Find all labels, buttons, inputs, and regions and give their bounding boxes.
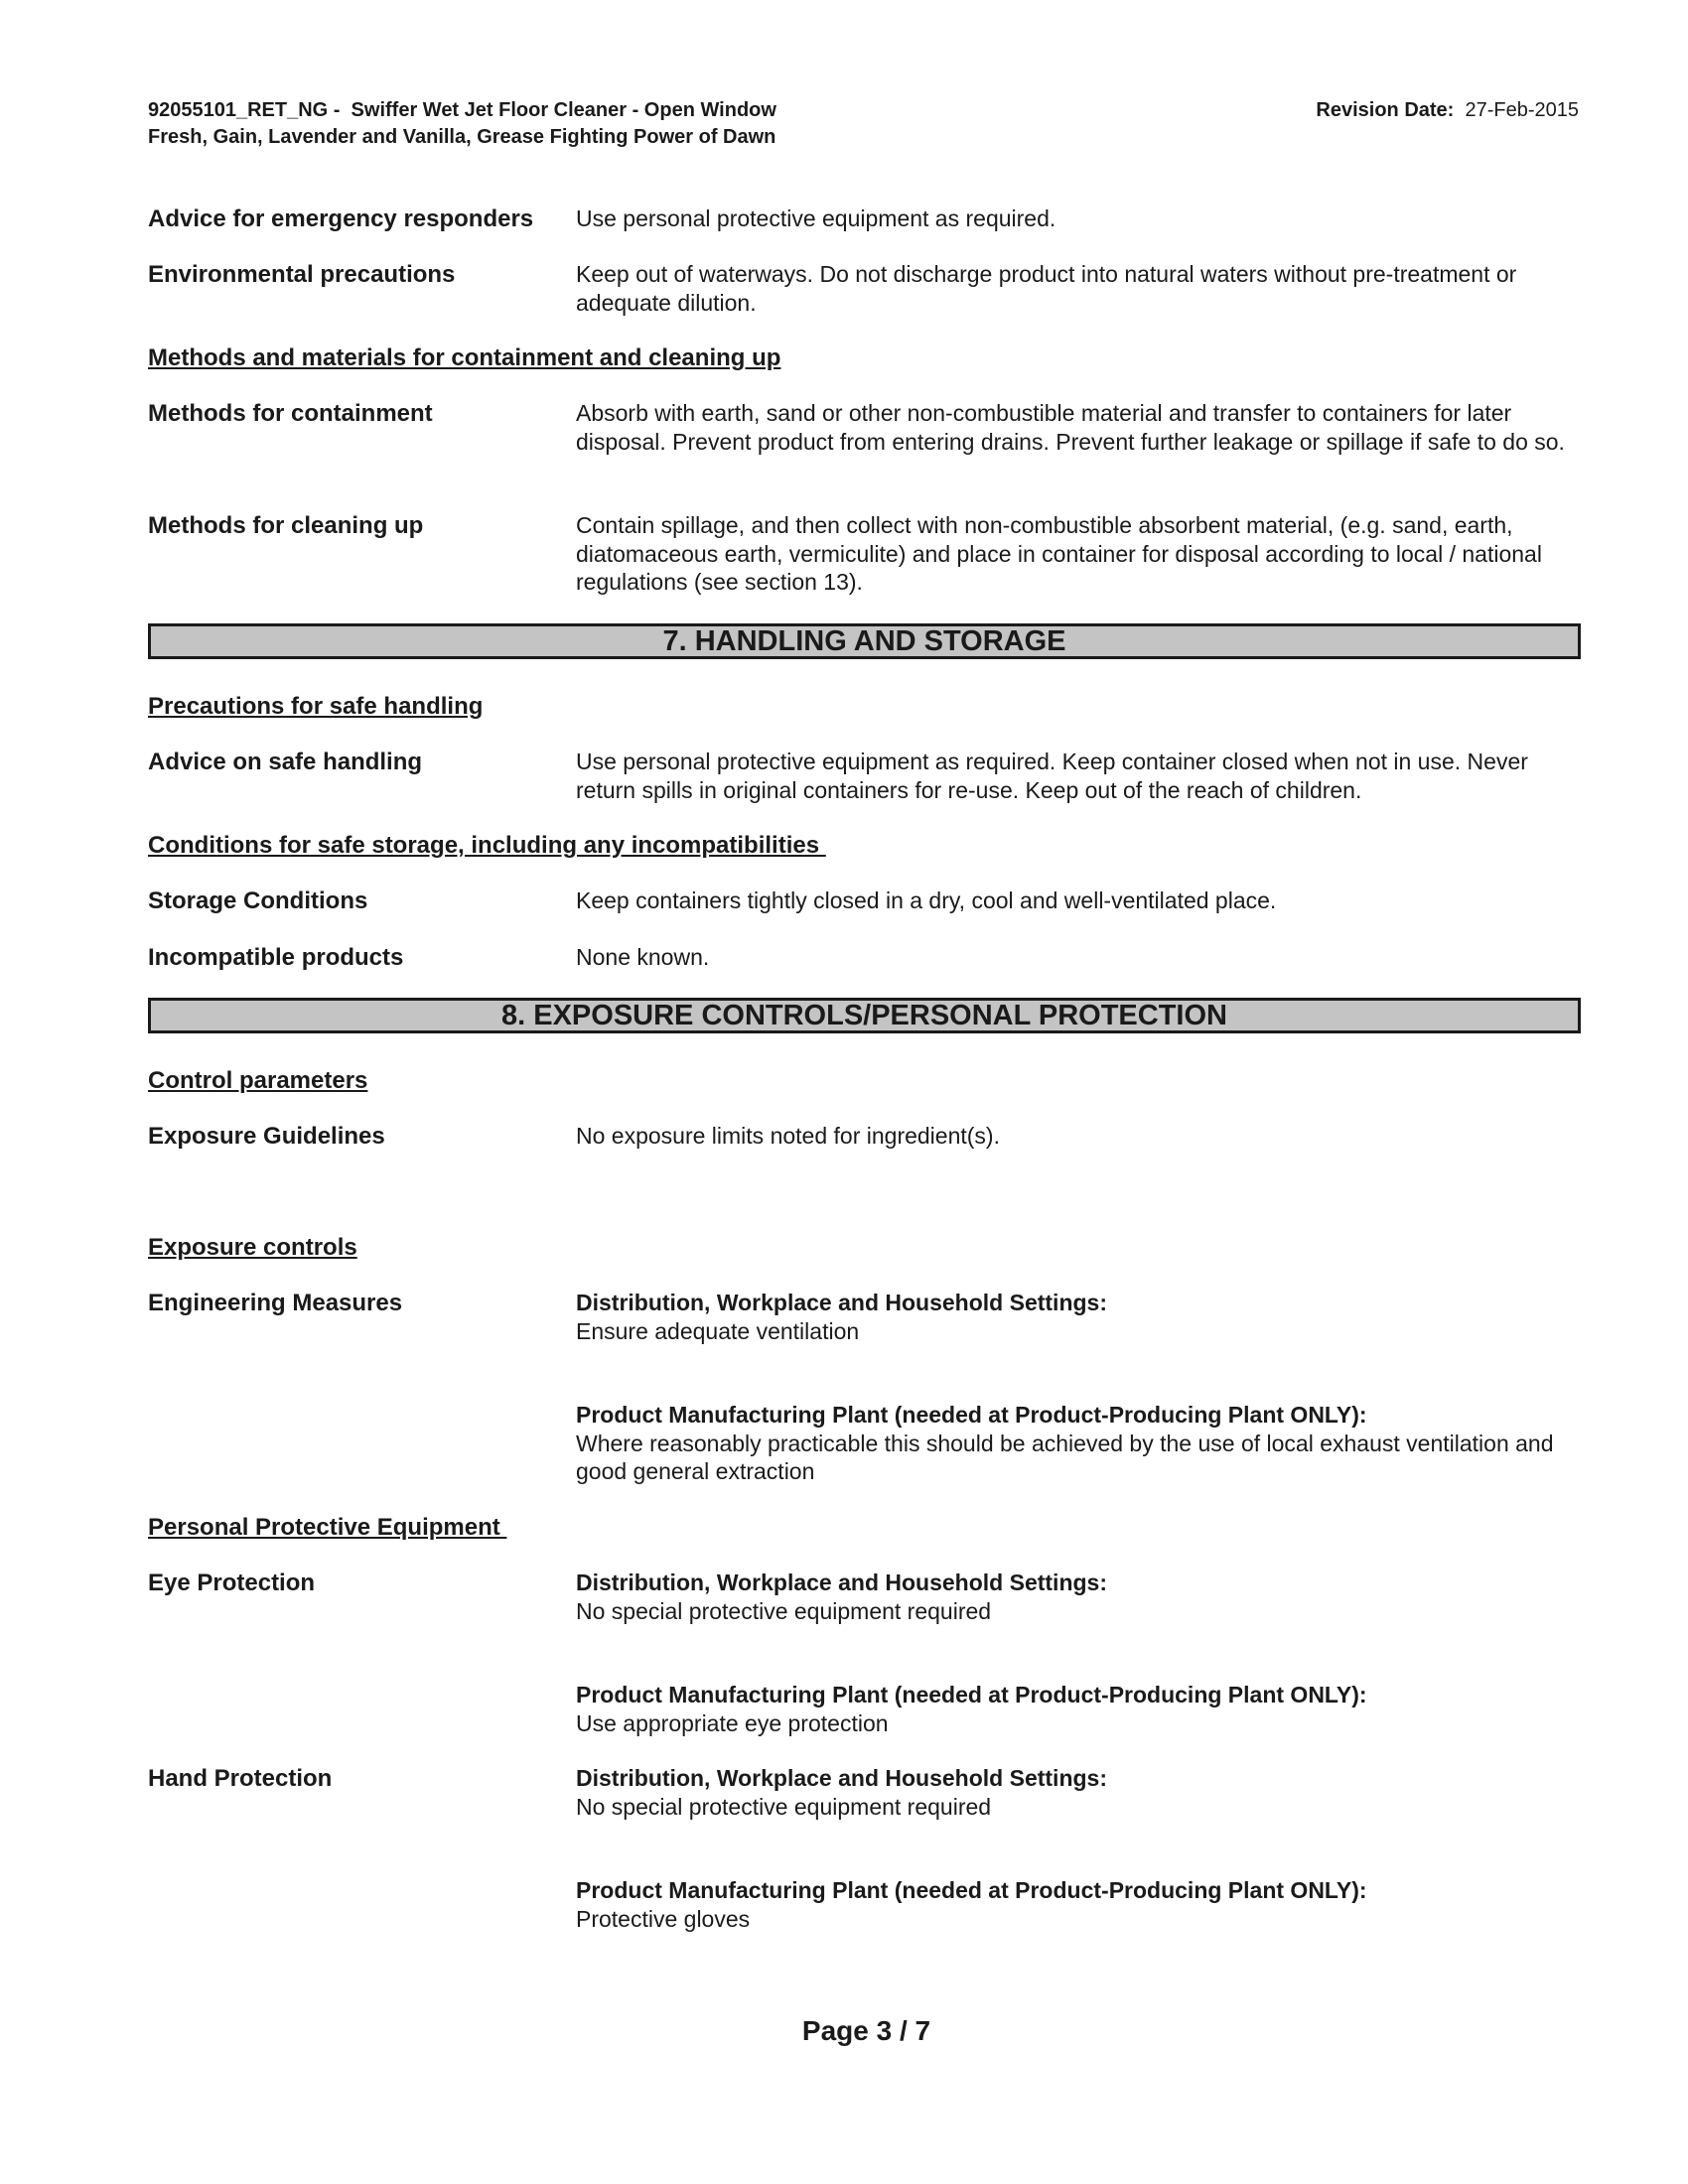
product-title-line2: Fresh, Gain, Lavender and Vanilla, Grease Fighting Power of Dawn [148,126,776,148]
exposure-guidelines-text: No exposure limits noted for ingredient(s). [576,1123,1000,1149]
incompatible-products-text: None known. [576,944,710,970]
advice-safe-handling-text: Use personal protective equipment as required. Keep container closed when not in use. Never return spills in original containers for re-use. Keep out of the reach of children. [576,749,1528,803]
engineering-plant-title: Product Manufacturing Plant (needed at Product-Producing Plant ONLY): [576,1402,1367,1428]
page-number: Page 3 / 7 [801,2015,931,2046]
eye-plant-text: Use appropriate eye protection [576,1709,889,1736]
engineering-measures-label: Engineering Measures [148,1290,403,1316]
containment-text: Absorb with earth, sand or other non-combustible material and transfer to containers for later disposal. Prevent product from entering drains. Prevent further leakage or spillage if safe to do so. [576,400,1565,455]
conditions-storage-heading: Conditions for safe storage, including any incompatibilities [148,832,826,859]
hand-plant-text: Protective gloves [576,1905,751,1932]
eye-plant-block [576,1681,1579,1737]
hand-plant-block [576,1876,1579,1933]
hand-protection-label: Hand Protection [148,1765,333,1792]
cleaning-up-label: Methods for cleaning up [148,512,424,539]
engineering-plant-block [576,1401,1579,1486]
engineering-plant-text: Where reasonably practicable this should be achieved by the use of local exhaust ventilation and good general extraction [576,1430,1554,1484]
hand-distribution-text: No special protective equipment required [576,1793,992,1820]
hand-distribution-block [576,1764,1579,1821]
emergency-responders-text: Use personal protective equipment as required. [576,205,1056,231]
section-7-title-bar: 7. HANDLING AND STORAGE [148,623,1581,659]
precautions-heading: Precautions for safe handling [148,693,484,720]
containment-label: Methods for containment [148,400,433,427]
storage-conditions-text: Keep containers tightly closed in a dry, cool and well-ventilated place. [576,887,1277,913]
eye-distribution-text: No special protective equipment required [576,1597,992,1624]
eye-distribution-block [576,1569,1579,1625]
exposure-controls-heading: Exposure controls [148,1234,357,1261]
eye-distribution-title: Distribution, Workplace and Household Settings: [576,1570,1107,1595]
emergency-responders-label: Advice for emergency responders [148,205,534,232]
environmental-precautions-text: Keep out of waterways. Do not discharge product into natural waters without pre-treatment or adequate dilution. [576,261,1517,316]
control-parameters-heading: Control parameters [148,1067,368,1094]
cleaning-up-text: Contain spillage, and then collect with non-combustible absorbent material, (e.g. sand, earth, diatomaceous earth, vermiculite) and place in container for disposal according to local / national regulations (see section 13). [576,512,1542,595]
revision-date-value: 27-Feb-2015 [1465,99,1579,121]
revision-date-label: Revision Date: [1316,99,1455,121]
revision-date-block [1316,97,1579,124]
document-header [148,97,776,151]
hand-plant-title: Product Manufacturing Plant (needed at Product-Producing Plant ONLY): [576,1877,1367,1903]
incompatible-products-label: Incompatible products [148,944,404,971]
advice-safe-handling-label: Advice on safe handling [148,749,423,775]
eye-plant-title: Product Manufacturing Plant (needed at Product-Producing Plant ONLY): [576,1682,1367,1707]
section-8-title-bar: 8. EXPOSURE CONTROLS/PERSONAL PROTECTION [148,998,1581,1033]
exposure-guidelines-label: Exposure Guidelines [148,1123,385,1150]
engineering-distribution-text: Ensure adequate ventilation [576,1317,860,1344]
eye-protection-label: Eye Protection [148,1570,316,1596]
hand-distribution-title: Distribution, Workplace and Household Settings: [576,1765,1107,1791]
methods-materials-heading: Methods and materials for containment and cleaning up [148,344,781,371]
engineering-distribution-title: Distribution, Workplace and Household Settings: [576,1290,1107,1315]
engineering-distribution-block [576,1289,1579,1345]
ppe-heading: Personal Protective Equipment [148,1514,507,1541]
environmental-precautions-label: Environmental precautions [148,261,456,288]
product-title-line1: 92055101_RET_NG - Swiffer Wet Jet Floor Cleaner - Open Window [148,99,776,121]
storage-conditions-label: Storage Conditions [148,887,368,914]
